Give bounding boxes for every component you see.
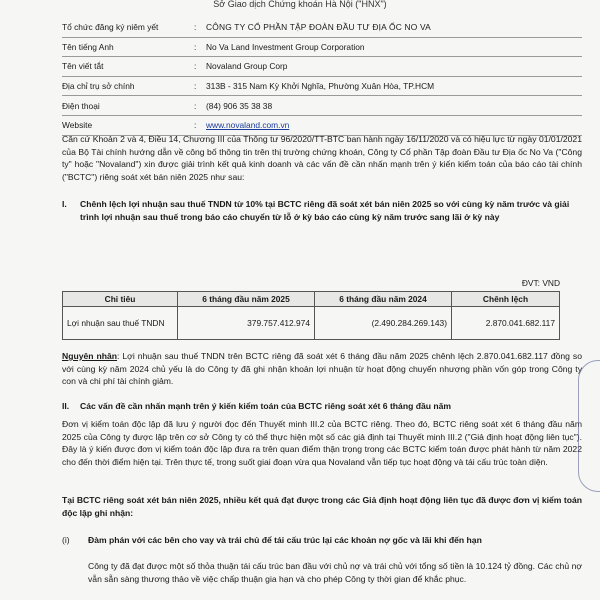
intro-paragraph: Căn cứ Khoản 2 và 4, Điều 14, Chương III của Thông tư 96/2020/TT-BTC ban hành ngày 16/11/2020 và có hiệu lực từ ngày 01/01/2021 của Bộ Tài chính hướng dẫn về công bố thông tin trên thị trường chứng khoán, Công ty Cổ phần Tập đoàn Đầu tư Địa ốc No Va ("Công ty" hoặc "Novaland") xin được giải trình kết quả kinh doanh và các vấn đề cần nhấn mạnh trên ý kiến kiểm toán của báo cáo tài chính ("BCTC") riêng soát xét bán niên 2025 như sau: bbox=[62, 134, 582, 182]
info-row bbox=[62, 57, 582, 77]
info-colon: : bbox=[194, 81, 197, 92]
info-row bbox=[62, 38, 582, 58]
table-cell: 2.870.041.682.117 bbox=[452, 307, 560, 340]
table-row bbox=[63, 307, 560, 340]
info-row bbox=[62, 18, 582, 38]
col-header: Chênh lệch bbox=[452, 292, 560, 307]
section-1-title: Chênh lệch lợi nhuận sau thuế TNDN từ 10% tại BCTC riêng đã soát xét bán niên 2025 so với cùng kỳ năm trước và giải trình lợi nhuận sau thuế trong báo cáo chuyển từ lỗ ở kỳ báo cáo cùng kỳ năm trước sang lãi ở kỳ này bbox=[80, 199, 570, 222]
section-2-number: II. bbox=[62, 401, 70, 411]
col-header: 6 tháng đầu năm 2025 bbox=[178, 292, 315, 307]
table-cell: (2.490.284.269.143) bbox=[315, 307, 452, 340]
profit-table bbox=[62, 291, 560, 340]
summary-paragraph: Tại BCTC riêng soát xét bán niên 2025, nhiều kết quả đạt được trong các Giả định hoạt động liên tục đã được đơn vị kiểm toán độc lập ghi nhận: bbox=[62, 495, 582, 518]
info-value: 313B - 315 Nam Kỳ Khởi Nghĩa, Phường Xuân Hòa, TP.HCM bbox=[206, 81, 435, 92]
info-value: CÔNG TY CỔ PHẦN TẬP ĐOÀN ĐẦU TƯ ĐỊA ỐC NO VA bbox=[206, 22, 431, 33]
company-info-table bbox=[62, 18, 582, 136]
info-value: (84) 906 35 38 38 bbox=[206, 100, 273, 111]
table-cell: Lợi nhuận sau thuế TNDN bbox=[63, 307, 178, 340]
item-1-number: (i) bbox=[62, 535, 70, 545]
item-1-title: Đàm phán với các bên cho vay và trái chủ để tái cấu trúc lại các khoản nợ gốc và lãi khi đến hạn bbox=[88, 535, 482, 545]
unit-label: ĐVT: VND bbox=[521, 278, 560, 288]
table-cell: 379.757.412.974 bbox=[178, 307, 315, 340]
section-2-title: Các vấn đề cần nhấn mạnh trên ý kiến kiểm toán của BCTC riêng soát xét 6 tháng đầu năm bbox=[80, 401, 452, 411]
info-value: Novaland Group Corp bbox=[206, 61, 288, 72]
info-row bbox=[62, 96, 582, 116]
col-header: 6 tháng đầu năm 2024 bbox=[315, 292, 452, 307]
col-header: Chỉ tiêu bbox=[63, 292, 178, 307]
info-colon: : bbox=[194, 120, 197, 131]
cause-paragraph bbox=[62, 350, 582, 388]
info-value: No Va Land Investment Group Corporation bbox=[206, 41, 365, 52]
company-seal-stamp bbox=[578, 360, 600, 492]
info-label: Tên tiếng Anh bbox=[62, 41, 114, 52]
info-colon: : bbox=[194, 22, 197, 33]
info-label: Địa chỉ trụ sở chính bbox=[62, 81, 135, 92]
section-2-paragraph: Đơn vị kiểm toán độc lập đã lưu ý người đọc đến Thuyết minh III.2 của BCTC riêng. Theo đó, BCTC riêng soát xét 6 tháng đầu năm 2025 của Công ty được lập trên cơ sở Công ty có thể thực hiện một số các giả định tại Thuyết minh III.2 ("Giả định hoạt động liên tục"). Đây là ý kiến được đơn vị kiểm toán độc lập đưa ra trên quan điểm thận trọng trong các BCTC kiểm toán được phát hành từ năm 2022 cho đến thời điểm hiện tại. Trên thực tế, trong suốt giai đoạn vừa qua Novaland vẫn tiếp tục hoạt động và tái cấu trúc toàn diện. bbox=[62, 419, 582, 467]
info-label: Điện thoại bbox=[62, 100, 100, 111]
info-row bbox=[62, 77, 582, 97]
info-label: Tên viết tắt bbox=[62, 61, 104, 72]
info-colon: : bbox=[194, 41, 197, 52]
info-colon: : bbox=[194, 61, 197, 72]
section-1-number: I. bbox=[62, 199, 67, 209]
cause-label: Nguyên nhân bbox=[62, 351, 118, 361]
info-colon: : bbox=[194, 100, 197, 111]
item-1-text: Công ty đã đạt được một số thỏa thuận tái cấu trúc ban đầu với chủ nợ và trái chủ với tổng số tiền là 10.124 tỷ đồng. Các chủ nợ vẫn sẵn sàng thương thảo về việc chấp thuận gia hạn và cho phép Công ty thời gian để khắc phục. bbox=[88, 561, 582, 584]
exchange-line: Sở Giao dịch Chứng khoán Hà Nội ("HNX") bbox=[213, 0, 387, 9]
info-label: Tổ chức đăng ký niêm yết bbox=[62, 22, 159, 33]
website-link[interactable]: www.novaland.com.vn bbox=[206, 120, 290, 131]
table-header-row bbox=[63, 292, 560, 307]
info-label: Website bbox=[62, 120, 93, 131]
cause-text: : Lợi nhuận sau thuế TNDN trên BCTC riêng đã soát xét 6 tháng đầu năm 2025 chênh lệch 2.870.041.682.117 đồng so với cùng kỳ năm 2024 chủ yếu là do Công ty đã ghi nhận khoản lợi nhuận từ hoạt động chuyển nhượng phần vốn góp trong Công ty con và chi phí tài chính giảm. bbox=[62, 351, 582, 387]
